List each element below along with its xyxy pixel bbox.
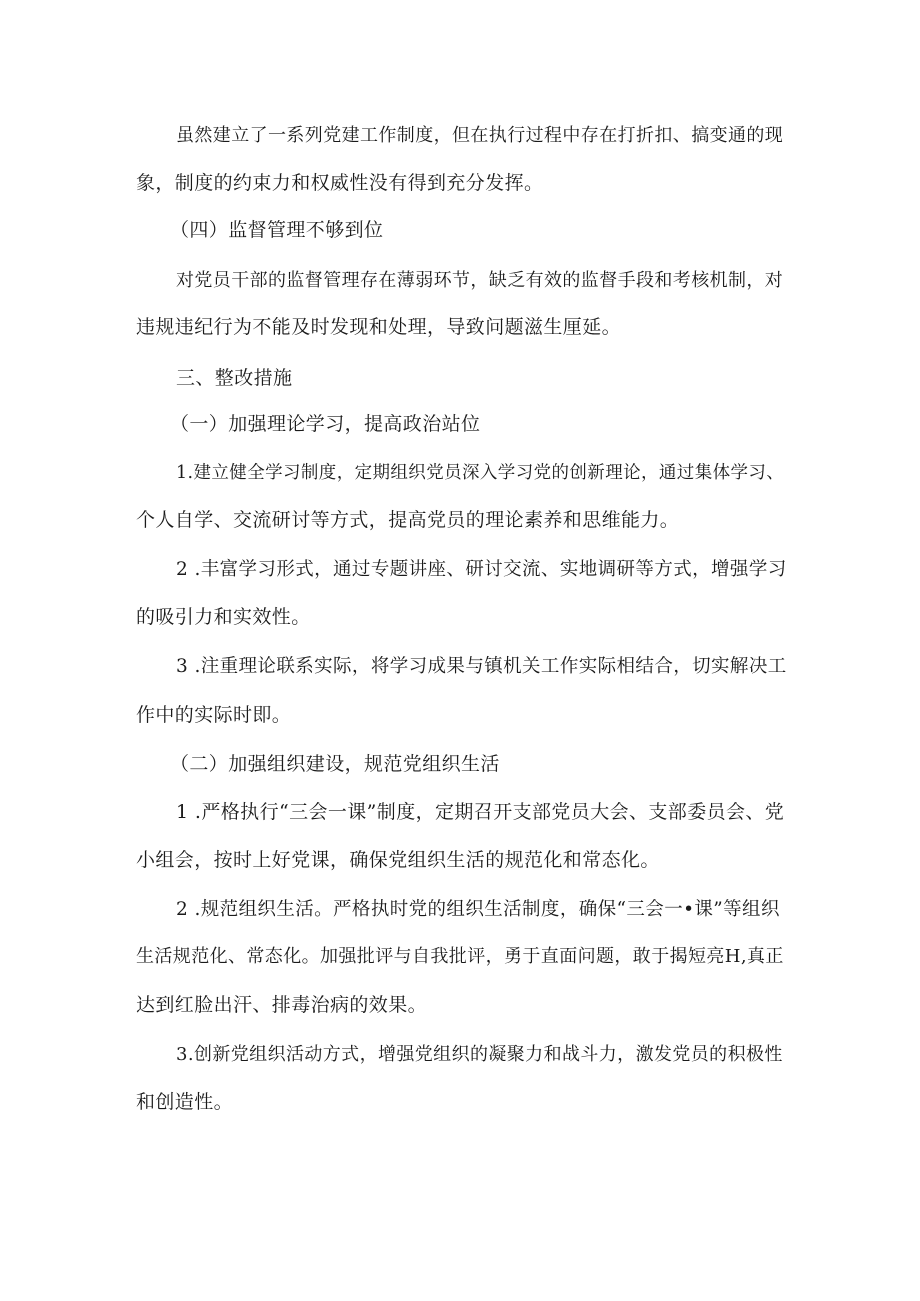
section-heading: （四）监督管理不够到位 [170, 219, 384, 241]
paragraph-line: 3.创新党组织活动方式，增强党组织的凝聚力和战斗力，激发党员的积极性 [176, 1044, 783, 1065]
paragraph-line: 2 .丰富学习形式，通过专题讲座、研讨交流、实地调研等方式，增强学习 [176, 559, 787, 580]
paragraph-line: 2 .规范组织生活。严格执时党的组织生活制度，确保“三会一•课”等组织 [176, 899, 780, 920]
paragraph-line: 个人自学、交流研讨等方式，提高党员的理论素养和思维能力。 [136, 509, 680, 531]
paragraph-line: 1 .严格执行“三会一课”制度，定期召开支部党员大会、支部委员会、党 [176, 801, 785, 823]
section-heading: （二）加强组织建设，规范党组织生活 [170, 753, 500, 775]
paragraph-line: 作中的实际时即。 [136, 704, 292, 726]
paragraph-line: 1.建立健全学习制度，定期组织党员深入学习党的创新理论，通过集体学习、 [176, 463, 785, 483]
chapter-heading: 三、整改措施 [176, 367, 293, 389]
paragraph-line: 小组会，按时上好党课，确保党组织生活的规范化和常态化。 [136, 849, 660, 871]
paragraph-line: 生活规范化、常态化。加强批评与自我批评，勇于直面问题，敢于揭短亮H,真正 [136, 946, 784, 967]
paragraph-line: 违规违纪行为不能及时发现和处理，导致问题滋生厘延。 [136, 316, 622, 338]
paragraph-line: 和创造性。 [136, 1091, 234, 1113]
section-heading: （一）加强理论学习，提高政治站位 [170, 413, 481, 435]
paragraph-line: 对党员干部的监督管理存在薄弱环节，缺乏有效的监督手段和考核机制，对 [176, 270, 784, 291]
paragraph-line: 3 .注重理论联系实际，将学习成果与镇机关工作实际相结合，切实解决工 [176, 656, 787, 677]
paragraph-line: 的吸引力和实效性。 [136, 606, 311, 628]
paragraph-line: 虽然建立了一系列党建工作制度，但在执行过程中存在打折扣、搞变通的现 [176, 125, 784, 146]
paragraph-line: 象，制度的约束力和权威性没有得到充分发挥。 [136, 172, 544, 194]
paragraph-line: 达到红脸出汗、排毒治病的效果。 [136, 994, 428, 1016]
